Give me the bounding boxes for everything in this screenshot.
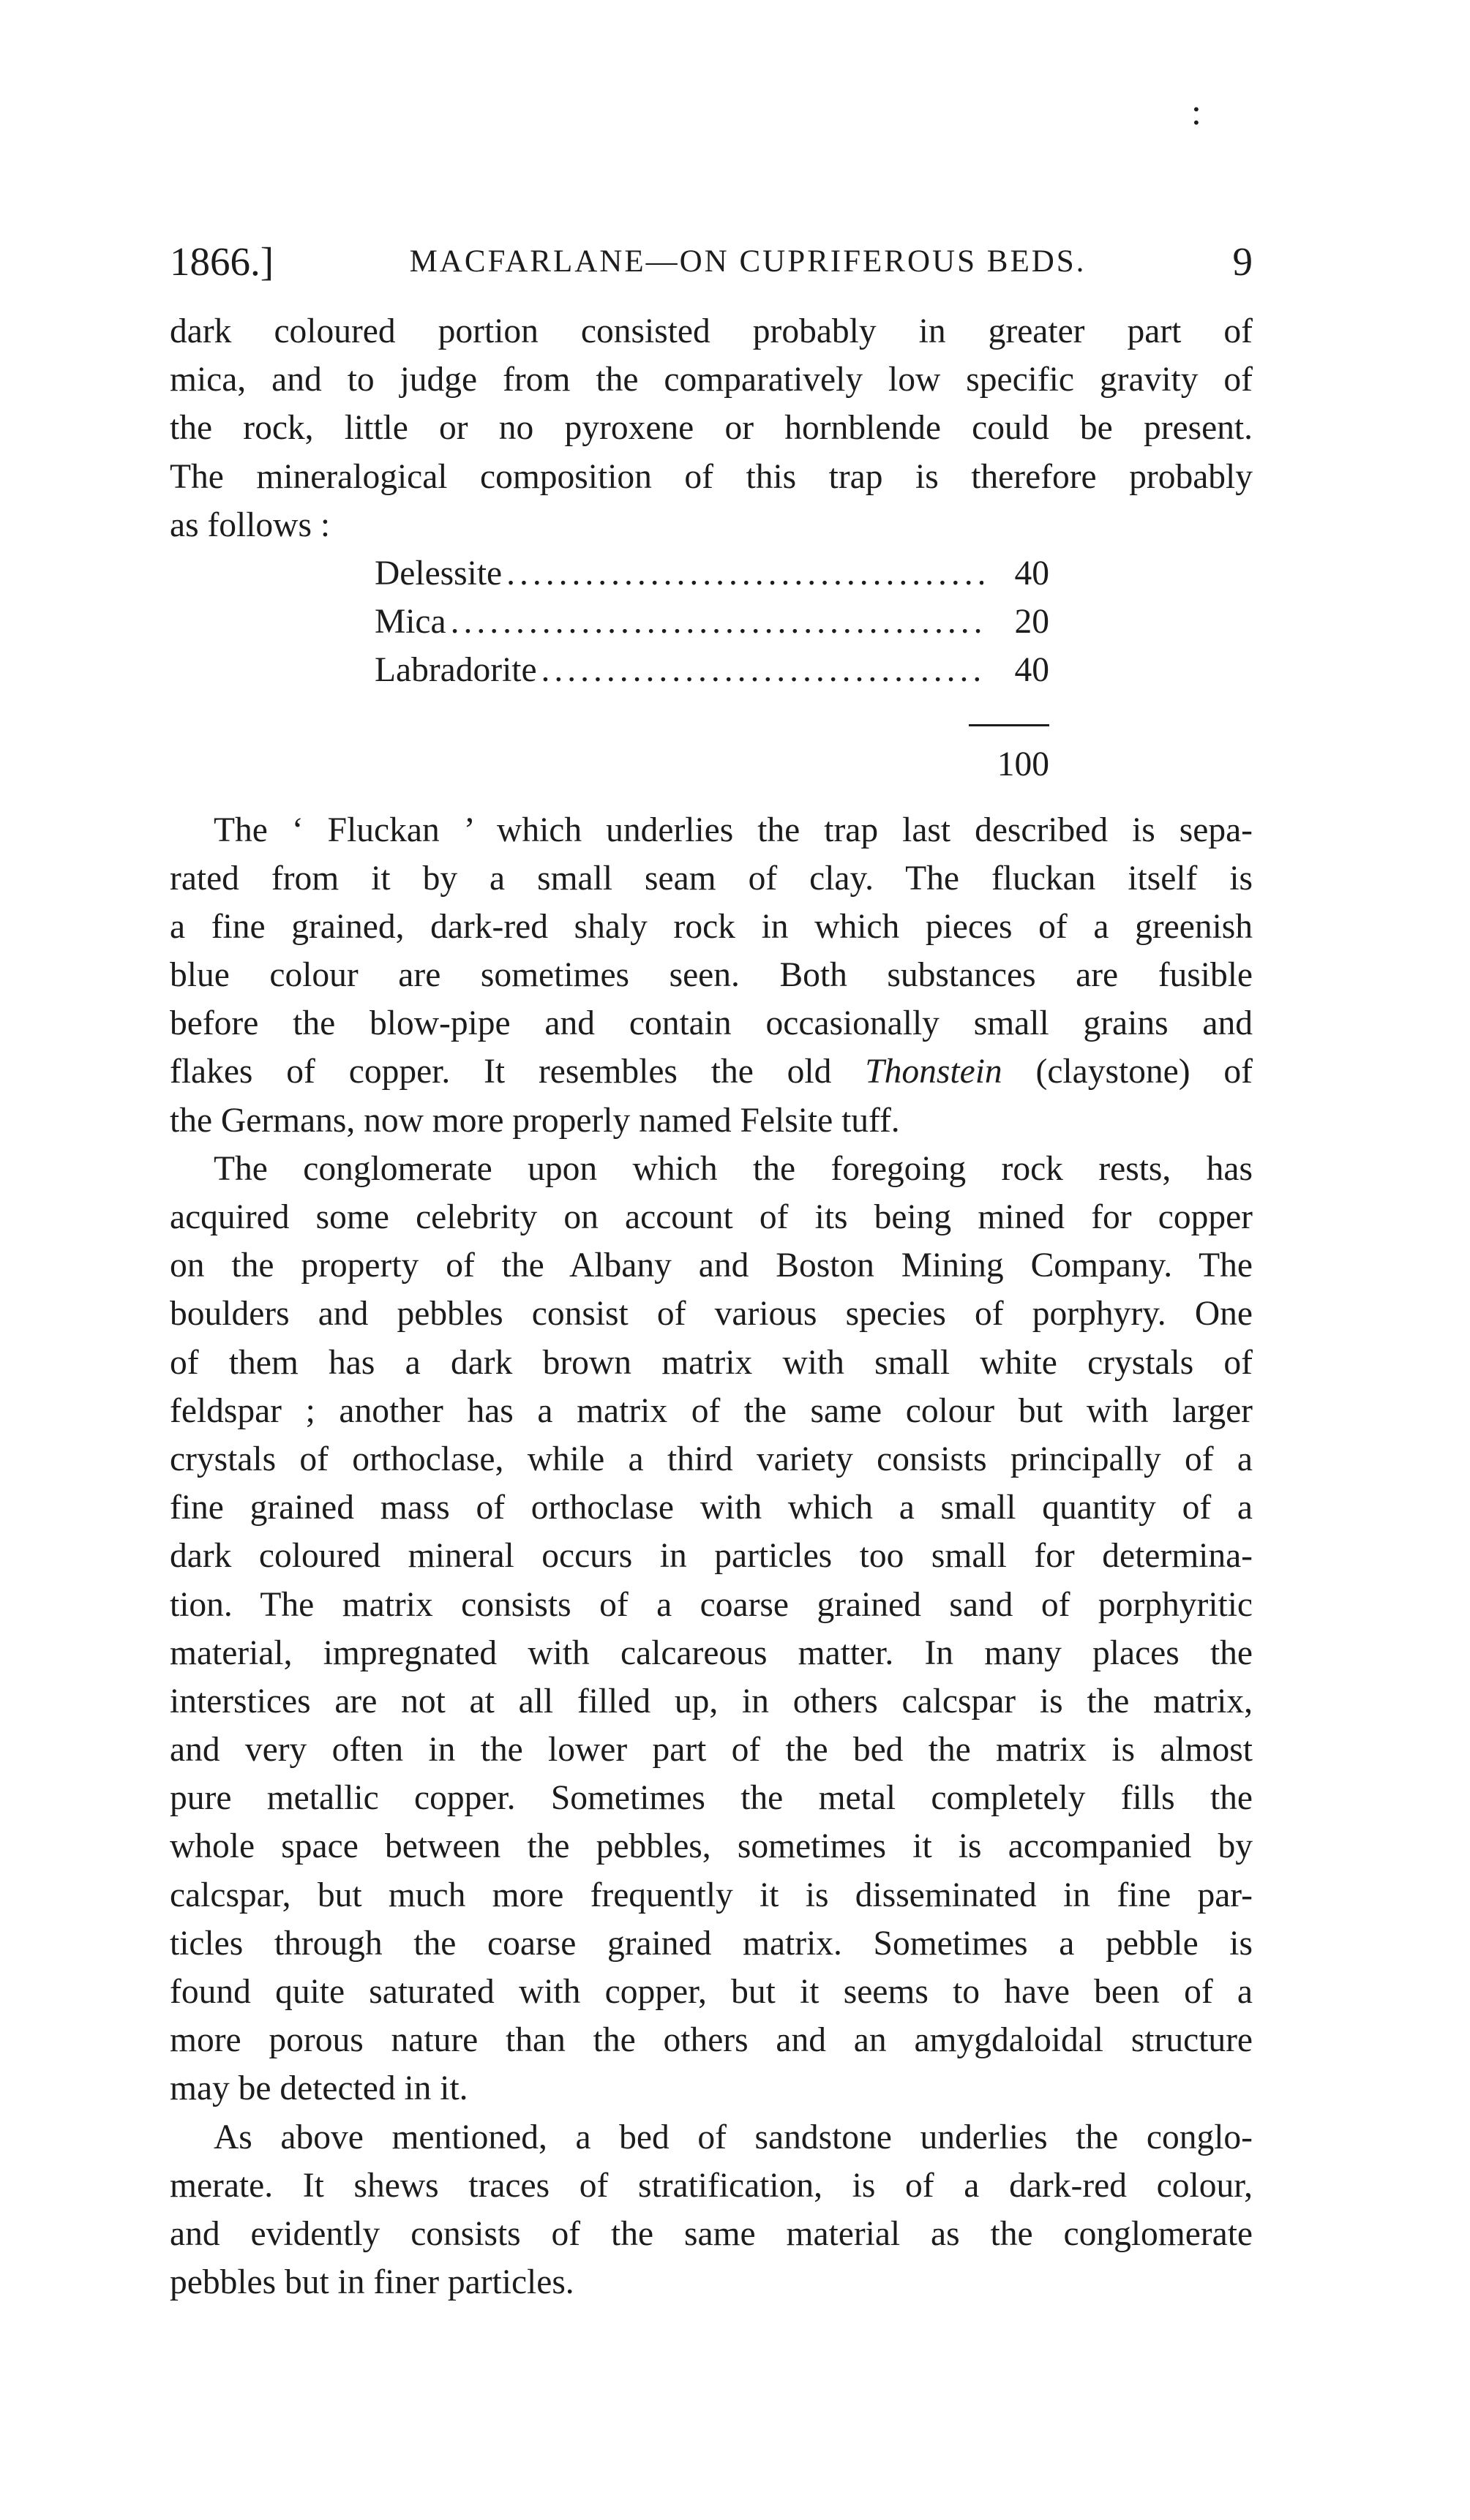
table-row (375, 598, 1049, 646)
body-text (170, 307, 1253, 2306)
composition-total: 100 (997, 745, 1049, 783)
composition-table (375, 549, 1049, 695)
mineral-value: 40 (1014, 651, 1049, 690)
text-line: found quite saturated with copper, but it seems to have been of a (170, 1973, 1253, 2011)
header-year: 1866.] (170, 239, 274, 284)
text-line: interstices are not at all filled up, in others calcspar is the matrix, (170, 1682, 1253, 1720)
sum-rule (969, 695, 1049, 740)
text-line: the rock, little or no pyroxene or hornblende could be present. (170, 409, 1253, 448)
text-line: crystals of orthoclase, while a third variety consists principally of a (170, 1440, 1253, 1478)
text-line: rated from it by a small seam of clay. The fluckan itself is (170, 859, 1253, 898)
text-line: and very often in the lower part of the bed the matrix is almost (170, 1731, 1253, 1769)
page-header (170, 233, 1253, 291)
table-row (375, 646, 1049, 694)
text-line: ticles through the coarse grained matrix. Sometimes a pebble is (170, 1924, 1253, 1963)
corner-mark: : (1191, 91, 1201, 132)
text-line: dark coloured mineral occurs in particles too small for determina- (170, 1537, 1253, 1576)
paragraph-1 (170, 307, 1253, 549)
running-title: MACFARLANE—ON CUPRIFEROUS BEDS. (409, 244, 1087, 279)
text-line: may be detected in it. (170, 2069, 468, 2108)
text-fragment: (claystone) of (1035, 1053, 1253, 1091)
text-line: material, impregnated with calcareous matter. In many places the (170, 1633, 1253, 1672)
text-line: before the blow-pipe and contain occasionally small grains and (170, 1004, 1253, 1043)
text-line: the Germans, now more properly named Felsite tuff. (170, 1101, 900, 1140)
leader-dots (451, 598, 983, 646)
text-line: dark coloured portion consisted probably in greater part of (170, 312, 1253, 350)
text-line: The ‘ Fluckan ’ which underlies the trap last described is sepa- (214, 810, 1253, 849)
paragraph-2 (170, 806, 1253, 1145)
mineral-name: Labradorite (375, 651, 537, 690)
text-line: pebbles but in finer particles. (170, 2263, 574, 2302)
text-line: on the property of the Albany and Boston Mining Company. The (170, 1246, 1253, 1285)
paragraph-3 (170, 1145, 1253, 2113)
page-number: 9 (1232, 239, 1253, 284)
text-line: as follows : (170, 505, 331, 544)
text-line: The conglomerate upon which the foregoing rock rests, has (214, 1149, 1253, 1188)
text-line: boulders and pebbles consist of various species of porphyry. One (170, 1295, 1253, 1334)
text-line: The mineralogical composition of this trap is therefore probably (170, 457, 1253, 496)
text-line: As above mentioned, a bed of sandstone underlies the conglo- (214, 2118, 1253, 2156)
mineral-name: Delessite (375, 554, 503, 593)
paragraph-4 (170, 2113, 1253, 2307)
text-line: a fine grained, dark-red shaly rock in which pieces of a greenish (170, 907, 1253, 946)
leader-dots (506, 549, 983, 598)
text-line: mica, and to judge from the comparatively low specific gravity of (170, 361, 1253, 399)
text-line: whole space between the pebbles, sometimes it is accompanied by (170, 1827, 1253, 1866)
mineral-value: 40 (1014, 554, 1049, 593)
text-line: acquired some celebrity on account of its being mined for copper (170, 1198, 1253, 1236)
mineral-name: Mica (375, 603, 446, 642)
text-line: tion. The matrix consists of a coarse grained sand of porphyritic (170, 1585, 1253, 1624)
text-line (170, 1048, 1253, 1096)
table-row (375, 549, 1049, 598)
text-line: pure metallic copper. Sometimes the metal completely fills the (170, 1779, 1253, 1818)
text-line: and evidently consists of the same material as the conglomerate (170, 2214, 1253, 2253)
text-line: merate. It shews traces of stratification, is of a dark-red colour, (170, 2166, 1253, 2205)
text-line: feldspar ; another has a matrix of the same colour but with larger (170, 1391, 1253, 1430)
text-line: calcspar, but much more frequently it is disseminated in fine par- (170, 1876, 1253, 1914)
text-line: blue colour are sometimes seen. Both substances are fusible (170, 956, 1253, 995)
text-line: fine grained mass of orthoclase with which a small quantity of a (170, 1489, 1253, 1527)
text-fragment: flakes of copper. It resembles the old (170, 1053, 832, 1091)
leader-dots (541, 646, 983, 694)
text-line: more porous nature than the others and an amygdaloidal structure (170, 2021, 1253, 2060)
text-line: of them has a dark brown matrix with small white crystals of (170, 1343, 1253, 1382)
italic-term: Thonstein (865, 1053, 1002, 1091)
mineral-value: 20 (1014, 603, 1049, 642)
